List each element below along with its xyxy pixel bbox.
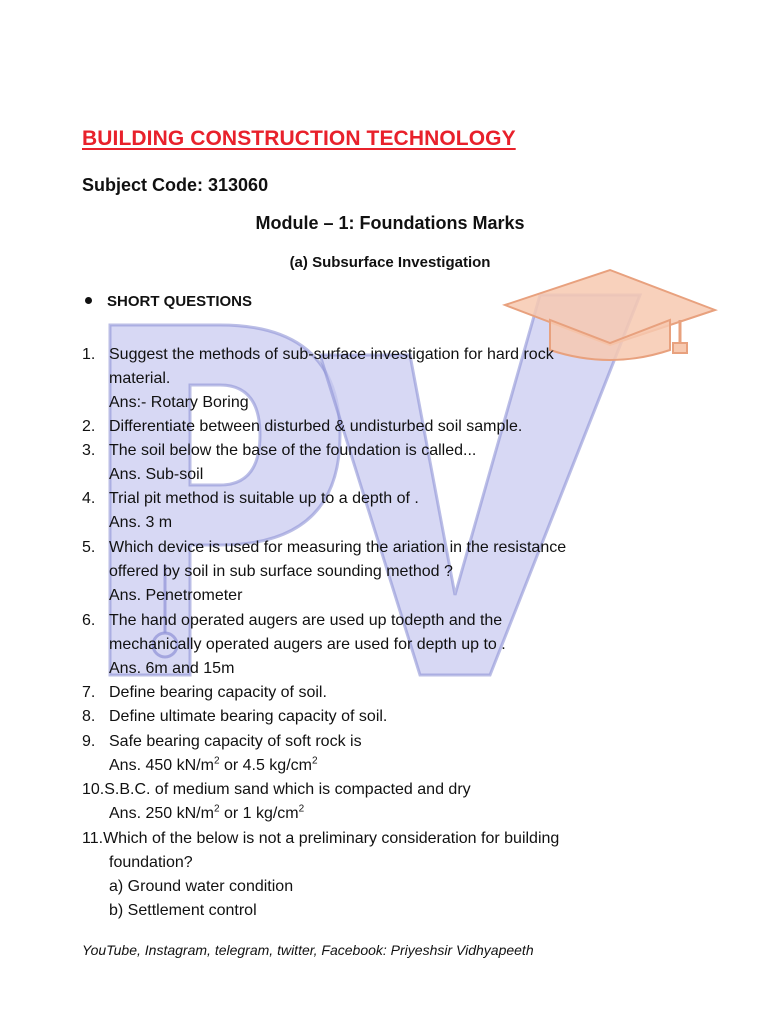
module-heading: Module – 1: Foundations Marks <box>255 213 525 233</box>
question-number: 2. <box>82 418 96 435</box>
answer-part: Ans. 450 kN/m <box>109 757 214 774</box>
question-text-continued: material. <box>109 370 171 387</box>
question-5 <box>82 536 566 560</box>
question-number: 1. <box>82 346 96 363</box>
option-b: b) Settlement control <box>109 902 257 919</box>
answer: Ans. Penetrometer <box>109 587 243 604</box>
question-text: Define bearing capacity of soil. <box>109 684 327 701</box>
superscript: 2 <box>213 755 220 767</box>
answer-part: Ans. 250 kN/m <box>109 805 214 822</box>
superscript: 2 <box>311 755 318 767</box>
question-number: 5. <box>82 539 96 556</box>
question-11 <box>82 827 559 851</box>
question-text: Trial pit method is suitable up to a depth of . <box>109 490 419 507</box>
question-text: Differentiate between disturbed & undisturbed soil sample. <box>109 418 523 435</box>
section-heading: (a) Subsurface Investigation <box>289 254 491 271</box>
question-text-continued: foundation? <box>109 854 193 871</box>
answer: Ans. 6m and 15m <box>109 660 235 677</box>
question-7 <box>82 681 327 705</box>
footer-social-text: YouTube, Instagram, telegram, twitter, Facebook: Priyeshsir Vidhyapeeth <box>82 942 534 958</box>
option-a: a) Ground water condition <box>109 878 294 895</box>
question-text: S.B.C. of medium sand which is compacted and dry <box>104 781 471 798</box>
superscript: 2 <box>298 803 305 815</box>
question-number: 11. <box>82 830 104 847</box>
question-number: 9. <box>82 733 96 750</box>
question-2 <box>82 415 522 439</box>
answer: Ans. Sub-soil <box>109 466 204 483</box>
short-questions-label: SHORT QUESTIONS <box>107 293 253 310</box>
answer: Ans. 3 m <box>109 514 173 531</box>
bullet-dot-icon <box>85 297 92 304</box>
answer: Ans:- Rotary Boring <box>109 394 249 411</box>
question-text: Which of the below is not a preliminary consideration for building <box>103 830 560 847</box>
answer-part: or 4.5 kg/cm <box>219 757 312 774</box>
question-text-continued: offered by soil in sub surface sounding method ? <box>109 563 453 580</box>
superscript: 2 <box>213 803 220 815</box>
question-text: The hand operated augers are used up todepth and the <box>109 612 503 629</box>
short-questions-heading <box>85 293 252 310</box>
question-1 <box>82 343 554 367</box>
answer-part: or 1 kg/cm <box>219 805 299 822</box>
question-9 <box>82 730 362 754</box>
document-title: BUILDING CONSTRUCTION TECHNOLOGY <box>82 127 516 150</box>
question-3 <box>82 439 476 463</box>
question-number: 6. <box>82 612 96 629</box>
answer <box>109 802 304 826</box>
question-number: 4. <box>82 490 96 507</box>
question-6 <box>82 609 502 633</box>
question-4 <box>82 487 419 511</box>
answer <box>109 754 318 778</box>
question-number: 10. <box>82 781 105 798</box>
question-number: 3. <box>82 442 96 459</box>
question-text: The soil below the base of the foundation is called... <box>109 442 477 459</box>
question-text-continued: mechanically operated augers are used for depth up to . <box>109 636 506 653</box>
question-number: 7. <box>82 684 96 701</box>
question-10 <box>82 778 471 802</box>
question-text: Define ultimate bearing capacity of soil. <box>109 708 388 725</box>
question-8 <box>82 705 387 729</box>
question-text: Which device is used for measuring the ariation in the resistance <box>109 539 567 556</box>
question-text: Safe bearing capacity of soft rock is <box>109 733 362 750</box>
question-number: 8. <box>82 708 96 725</box>
subject-code: Subject Code: 313060 <box>82 175 269 195</box>
question-text: Suggest the methods of sub-surface investigation for hard rock <box>109 346 554 363</box>
